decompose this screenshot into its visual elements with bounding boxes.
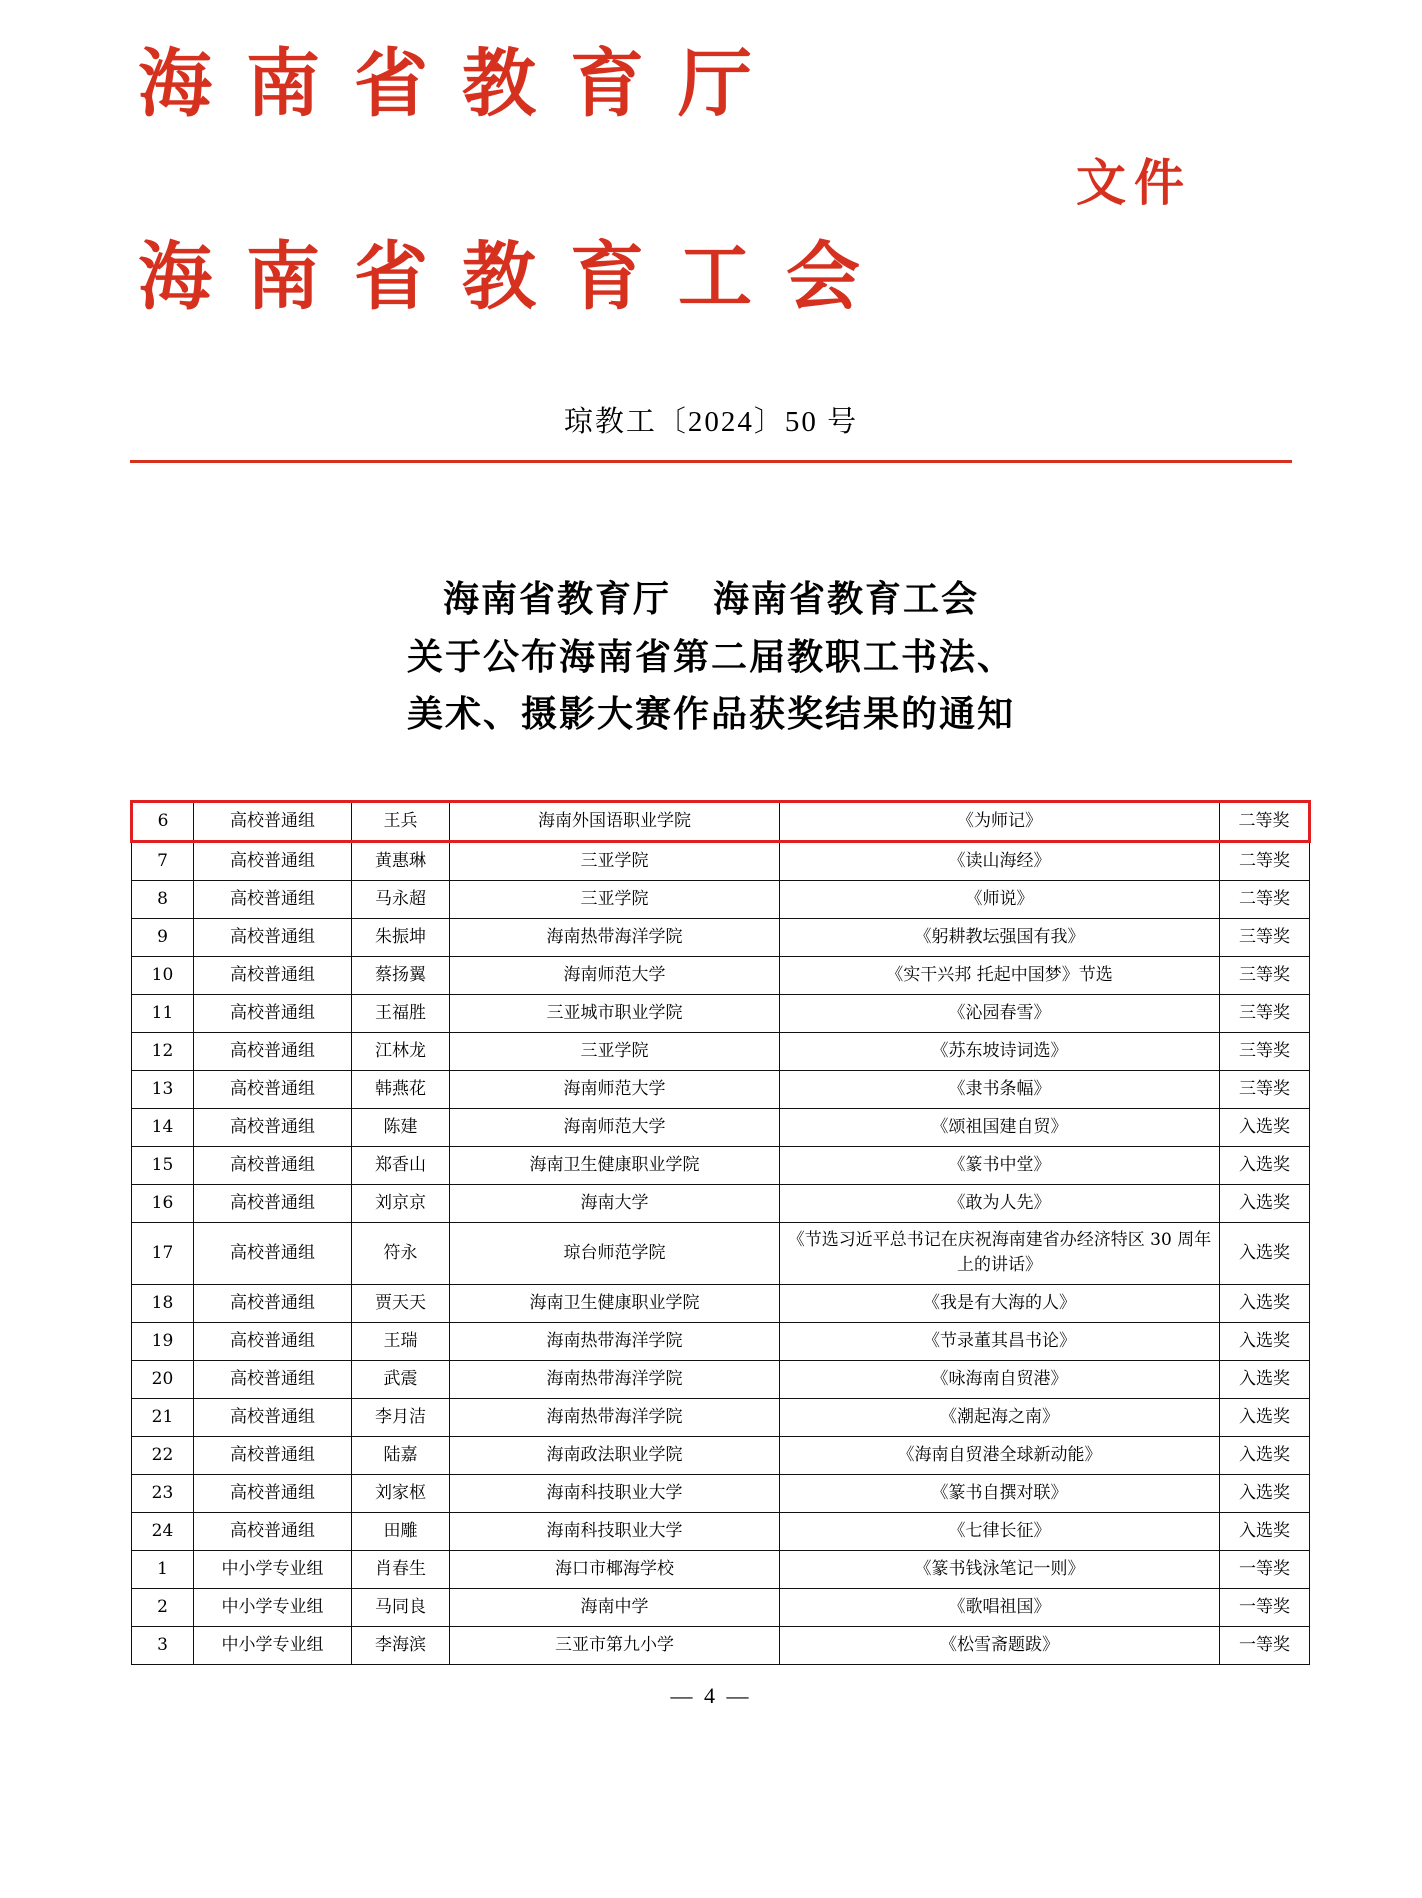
- cell-name: 李月洁: [352, 1398, 450, 1436]
- cell-school: 三亚学院: [450, 841, 780, 880]
- award-table-body: [132, 801, 1310, 1664]
- table-row: [132, 1322, 1310, 1360]
- cell-group: 高校普通组: [194, 1146, 352, 1184]
- cell-work: 《七律长征》: [780, 1512, 1220, 1550]
- cell-school: 海南政法职业学院: [450, 1436, 780, 1474]
- cell-work: 《篆书自撰对联》: [780, 1474, 1220, 1512]
- cell-name: 刘家枢: [352, 1474, 450, 1512]
- cell-school: 海南热带海洋学院: [450, 1398, 780, 1436]
- cell-work: 《躬耕教坛强国有我》: [780, 918, 1220, 956]
- cell-no: 18: [132, 1284, 194, 1322]
- cell-group: 高校普通组: [194, 1184, 352, 1222]
- table-row: [132, 1474, 1310, 1512]
- masthead-line-1: 海南省教育厅: [138, 41, 786, 127]
- cell-work: 《为师记》: [780, 801, 1220, 841]
- cell-award: 二等奖: [1220, 880, 1310, 918]
- table-row: [132, 841, 1310, 880]
- cell-name: 黄惠琳: [352, 841, 450, 880]
- cell-name: 江林龙: [352, 1032, 450, 1070]
- cell-name: 王福胜: [352, 994, 450, 1032]
- cell-group: 高校普通组: [194, 1222, 352, 1284]
- cell-name: 王兵: [352, 801, 450, 841]
- masthead: [130, 0, 1292, 323]
- cell-school: 海南卫生健康职业学院: [450, 1284, 780, 1322]
- cell-work: 《歌唱祖国》: [780, 1588, 1220, 1626]
- title-issuer-1: 海南省教育厅: [442, 578, 671, 620]
- table-row: [132, 1284, 1310, 1322]
- cell-school: 海南中学: [450, 1588, 780, 1626]
- cell-no: 10: [132, 956, 194, 994]
- cell-school: 三亚市第九小学: [450, 1626, 780, 1664]
- table-row: [132, 1588, 1310, 1626]
- cell-group: 中小学专业组: [194, 1550, 352, 1588]
- cell-award: 入选奖: [1220, 1284, 1310, 1322]
- table-row: [132, 880, 1310, 918]
- cell-work: 《苏东坡诗词选》: [780, 1032, 1220, 1070]
- cell-group: 高校普通组: [194, 1322, 352, 1360]
- cell-school: 海南师范大学: [450, 956, 780, 994]
- cell-no: 19: [132, 1322, 194, 1360]
- cell-work: 《海南自贸港全球新动能》: [780, 1436, 1220, 1474]
- cell-school: 海南科技职业大学: [450, 1474, 780, 1512]
- cell-work: 《篆书钱泳笔记一则》: [780, 1550, 1220, 1588]
- cell-work: 《沁园春雪》: [780, 994, 1220, 1032]
- cell-name: 韩燕花: [352, 1070, 450, 1108]
- cell-work: 《读山海经》: [780, 841, 1220, 880]
- cell-work: 《敢为人先》: [780, 1184, 1220, 1222]
- cell-school: 海南大学: [450, 1184, 780, 1222]
- cell-no: 17: [132, 1222, 194, 1284]
- cell-work: 《松雪斋题跋》: [780, 1626, 1220, 1664]
- cell-no: 2: [132, 1588, 194, 1626]
- cell-award: 入选奖: [1220, 1360, 1310, 1398]
- cell-name: 朱振坤: [352, 918, 450, 956]
- cell-no: 24: [132, 1512, 194, 1550]
- table-row: [132, 1436, 1310, 1474]
- table-row: [132, 994, 1310, 1032]
- cell-award: 三等奖: [1220, 956, 1310, 994]
- cell-group: 高校普通组: [194, 994, 352, 1032]
- masthead-line-3: 海南省教育工会: [138, 233, 894, 320]
- cell-no: 21: [132, 1398, 194, 1436]
- cell-award: 入选奖: [1220, 1474, 1310, 1512]
- title-issuer-2: 海南省教育工会: [713, 578, 980, 620]
- cell-name: 田雕: [352, 1512, 450, 1550]
- cell-group: 高校普通组: [194, 1512, 352, 1550]
- cell-name: 马同良: [352, 1588, 450, 1626]
- table-row: [132, 956, 1310, 994]
- table-row: [132, 1108, 1310, 1146]
- cell-school: 海南师范大学: [450, 1108, 780, 1146]
- cell-award: 三等奖: [1220, 1070, 1310, 1108]
- cell-work: 《潮起海之南》: [780, 1398, 1220, 1436]
- cell-group: 高校普通组: [194, 841, 352, 880]
- cell-group: 中小学专业组: [194, 1626, 352, 1664]
- cell-name: 贾天天: [352, 1284, 450, 1322]
- title-line-2: 关于公布海南省第二届教职工书法、: [406, 635, 1015, 678]
- cell-award: 三等奖: [1220, 918, 1310, 956]
- cell-award: 二等奖: [1220, 841, 1310, 880]
- cell-work: 《篆书中堂》: [780, 1146, 1220, 1184]
- cell-school: 琼台师范学院: [450, 1222, 780, 1284]
- cell-work: 《咏海南自贸港》: [780, 1360, 1220, 1398]
- cell-group: 高校普通组: [194, 918, 352, 956]
- cell-school: 三亚学院: [450, 1032, 780, 1070]
- cell-group: 高校普通组: [194, 1284, 352, 1322]
- cell-name: 蔡扬翼: [352, 956, 450, 994]
- cell-award: 入选奖: [1220, 1512, 1310, 1550]
- cell-award: 入选奖: [1220, 1322, 1310, 1360]
- cell-no: 9: [132, 918, 194, 956]
- cell-work: 《节录董其昌书论》: [780, 1322, 1220, 1360]
- cell-school: 海南热带海洋学院: [450, 1360, 780, 1398]
- table-row: [132, 1070, 1310, 1108]
- cell-name: 武震: [352, 1360, 450, 1398]
- cell-no: 12: [132, 1032, 194, 1070]
- cell-work: 《节选习近平总书记在庆祝海南建省办经济特区 30 周年上的讲话》: [780, 1222, 1220, 1284]
- cell-name: 马永超: [352, 880, 450, 918]
- table-row: [132, 1512, 1310, 1550]
- cell-work: 《我是有大海的人》: [780, 1284, 1220, 1322]
- cell-name: 郑香山: [352, 1146, 450, 1184]
- cell-no: 13: [132, 1070, 194, 1108]
- cell-school: 海南师范大学: [450, 1070, 780, 1108]
- cell-award: 入选奖: [1220, 1146, 1310, 1184]
- cell-school: 海南卫生健康职业学院: [450, 1146, 780, 1184]
- cell-school: 海南热带海洋学院: [450, 1322, 780, 1360]
- cell-no: 6: [132, 801, 194, 841]
- cell-no: 16: [132, 1184, 194, 1222]
- cell-award: 三等奖: [1220, 1032, 1310, 1070]
- cell-name: 肖春生: [352, 1550, 450, 1588]
- cell-name: 刘京京: [352, 1184, 450, 1222]
- cell-no: 11: [132, 994, 194, 1032]
- cell-group: 高校普通组: [194, 1398, 352, 1436]
- cell-work: 《隶书条幅》: [780, 1070, 1220, 1108]
- table-row: [132, 1184, 1310, 1222]
- cell-name: 符永: [352, 1222, 450, 1284]
- cell-work: 《实干兴邦 托起中国梦》节选: [780, 956, 1220, 994]
- table-row: [132, 918, 1310, 956]
- title-line-3: 美术、摄影大赛作品获奖结果的通知: [406, 693, 1015, 736]
- cell-award: 一等奖: [1220, 1550, 1310, 1588]
- table-row: [132, 801, 1310, 841]
- title-line-1: [130, 571, 1292, 629]
- award-table-container: [130, 800, 1292, 1665]
- cell-group: 中小学专业组: [194, 1588, 352, 1626]
- cell-no: 8: [132, 880, 194, 918]
- cell-award: 入选奖: [1220, 1184, 1310, 1222]
- cell-school: 海口市椰海学校: [450, 1550, 780, 1588]
- cell-group: 高校普通组: [194, 956, 352, 994]
- cell-group: 高校普通组: [194, 1474, 352, 1512]
- red-divider-rule: [130, 460, 1292, 463]
- document-title: [130, 571, 1292, 744]
- cell-school: 海南科技职业大学: [450, 1512, 780, 1550]
- page-footer: — 4 —: [670, 1682, 752, 1708]
- cell-group: 高校普通组: [194, 1032, 352, 1070]
- cell-award: 一等奖: [1220, 1626, 1310, 1664]
- cell-work: 《师说》: [780, 880, 1220, 918]
- cell-award: 二等奖: [1220, 801, 1310, 841]
- cell-name: 陈建: [352, 1108, 450, 1146]
- cell-work: 《颂祖国建自贸》: [780, 1108, 1220, 1146]
- masthead-line-2: 文件: [1076, 152, 1192, 212]
- cell-name: 李海滨: [352, 1626, 450, 1664]
- table-row: [132, 1550, 1310, 1588]
- table-row: [132, 1398, 1310, 1436]
- table-row: [132, 1032, 1310, 1070]
- cell-no: 15: [132, 1146, 194, 1184]
- cell-award: 入选奖: [1220, 1436, 1310, 1474]
- cell-no: 7: [132, 841, 194, 880]
- cell-award: 入选奖: [1220, 1222, 1310, 1284]
- cell-award: 三等奖: [1220, 994, 1310, 1032]
- cell-school: 三亚学院: [450, 880, 780, 918]
- cell-award: 入选奖: [1220, 1108, 1310, 1146]
- cell-award: 入选奖: [1220, 1398, 1310, 1436]
- document-number: 琼教工〔2024〕50 号: [563, 406, 859, 438]
- cell-group: 高校普通组: [194, 1070, 352, 1108]
- cell-group: 高校普通组: [194, 880, 352, 918]
- award-table: [130, 800, 1311, 1665]
- cell-no: 14: [132, 1108, 194, 1146]
- table-row: [132, 1146, 1310, 1184]
- cell-no: 1: [132, 1550, 194, 1588]
- cell-no: 22: [132, 1436, 194, 1474]
- table-row: [132, 1626, 1310, 1664]
- cell-name: 陆嘉: [352, 1436, 450, 1474]
- cell-no: 23: [132, 1474, 194, 1512]
- cell-award: 一等奖: [1220, 1588, 1310, 1626]
- cell-no: 3: [132, 1626, 194, 1664]
- table-row: [132, 1360, 1310, 1398]
- cell-school: 三亚城市职业学院: [450, 994, 780, 1032]
- cell-school: 海南热带海洋学院: [450, 918, 780, 956]
- cell-no: 20: [132, 1360, 194, 1398]
- cell-group: 高校普通组: [194, 1436, 352, 1474]
- cell-group: 高校普通组: [194, 1108, 352, 1146]
- cell-group: 高校普通组: [194, 801, 352, 841]
- table-row: [132, 1222, 1310, 1284]
- cell-school: 海南外国语职业学院: [450, 801, 780, 841]
- cell-group: 高校普通组: [194, 1360, 352, 1398]
- cell-name: 王瑞: [352, 1322, 450, 1360]
